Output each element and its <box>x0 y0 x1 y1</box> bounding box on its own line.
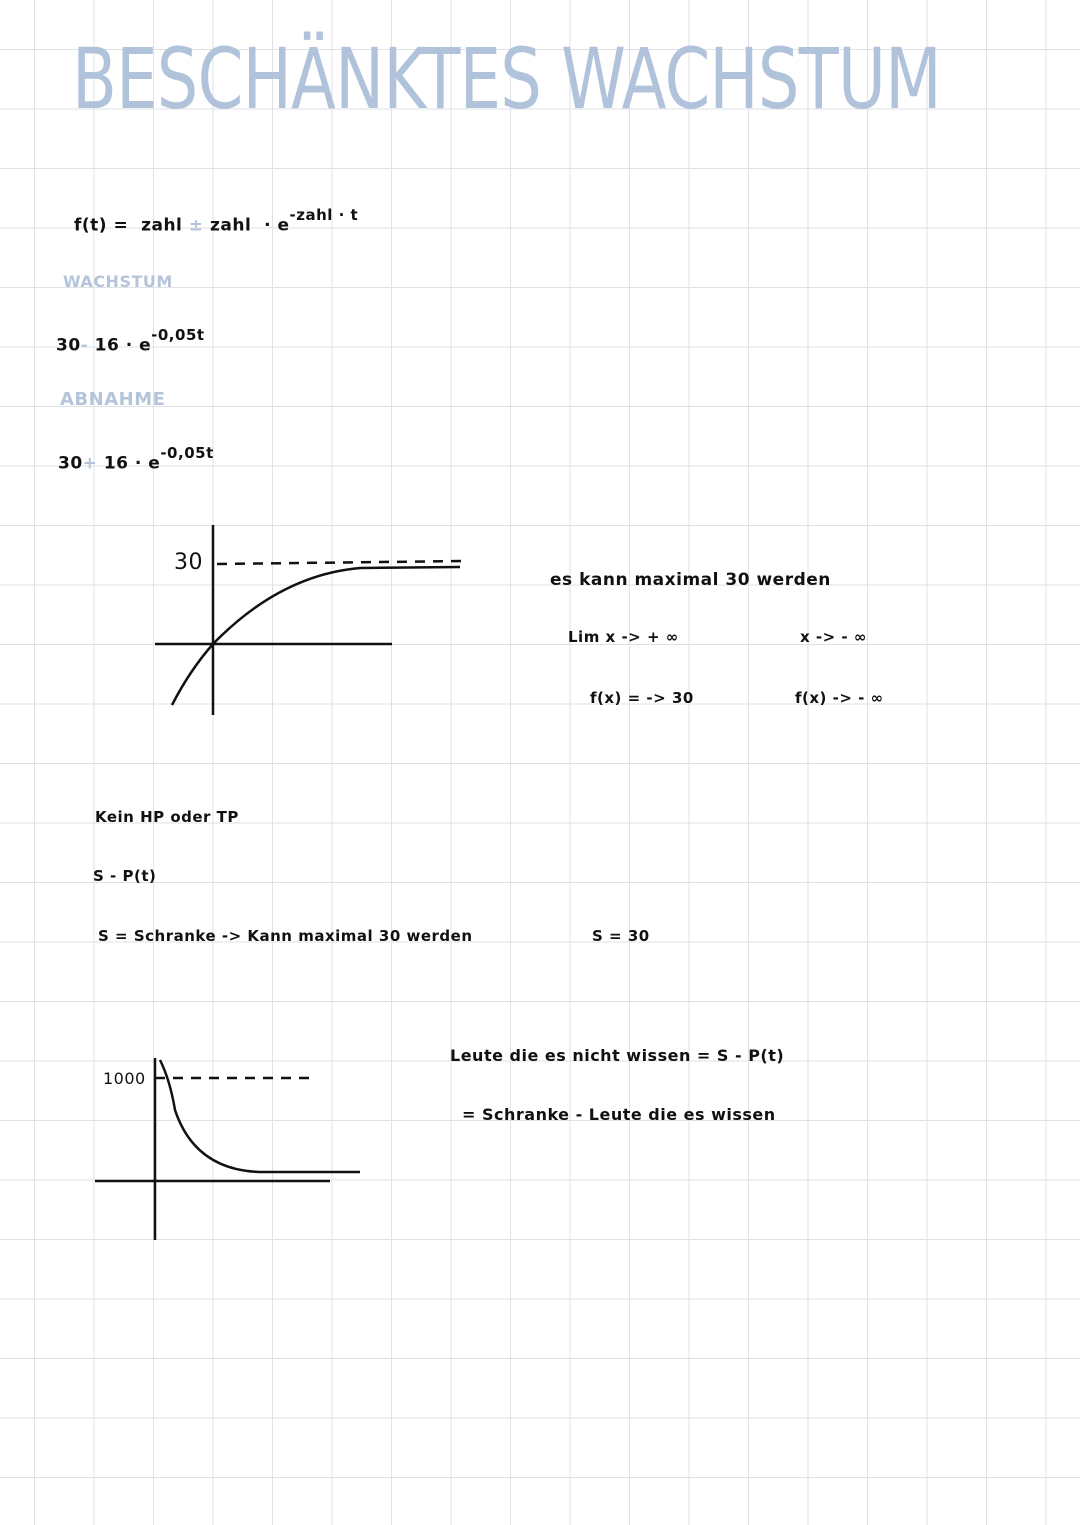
graph1-asymptote <box>217 561 466 564</box>
a-a: 30 <box>58 453 83 474</box>
w-a: 30 <box>56 335 81 356</box>
note-fx-pos: f(x) = -> 30 <box>590 689 694 707</box>
formula-a: zahl <box>141 215 183 236</box>
note-schranke: S = Schranke -> Kann maximal 30 werden <box>98 927 473 945</box>
graph1-label: 30 <box>174 550 203 575</box>
abnahme-label: ABNAHME <box>60 389 166 410</box>
note-max: es kann maximal 30 werden <box>550 570 831 590</box>
note-s-p: S - P(t) <box>93 867 157 885</box>
graph2-curve <box>160 1060 360 1172</box>
w-exp: -0,05t <box>151 326 205 344</box>
a-sign: + <box>82 453 98 474</box>
formula-sign: ± <box>188 215 204 236</box>
formula-mult: · e <box>264 215 290 236</box>
note-s-value: S = 30 <box>592 927 650 945</box>
note-lim: Lim x -> + ∞ <box>568 628 679 646</box>
note-leute-2: = Schranke - Leute die es wissen <box>462 1105 776 1124</box>
wachstum-label: WACHSTUM <box>63 272 173 291</box>
note-lim-neg: x -> - ∞ <box>800 628 867 646</box>
a-exp: -0,05t <box>160 444 214 462</box>
page-title: BESCHÄNKTES WACHSTUM <box>72 30 941 128</box>
formula-lhs: f(t) = <box>74 215 129 236</box>
w-b: 16 · e <box>94 335 152 356</box>
note-no-hp: Kein HP oder TP <box>95 808 239 826</box>
graph1-curve <box>172 567 460 705</box>
w-sign: - <box>80 335 89 356</box>
a-b: 16 · e <box>103 453 161 474</box>
note-fx-neg: f(x) -> - ∞ <box>795 689 884 707</box>
formula-b: zahl <box>209 215 252 236</box>
graph2-label: 1000 <box>103 1069 146 1088</box>
formula-exp: -zahl · t <box>289 206 359 224</box>
note-leute-1: Leute die es nicht wissen = S - P(t) <box>450 1046 785 1065</box>
